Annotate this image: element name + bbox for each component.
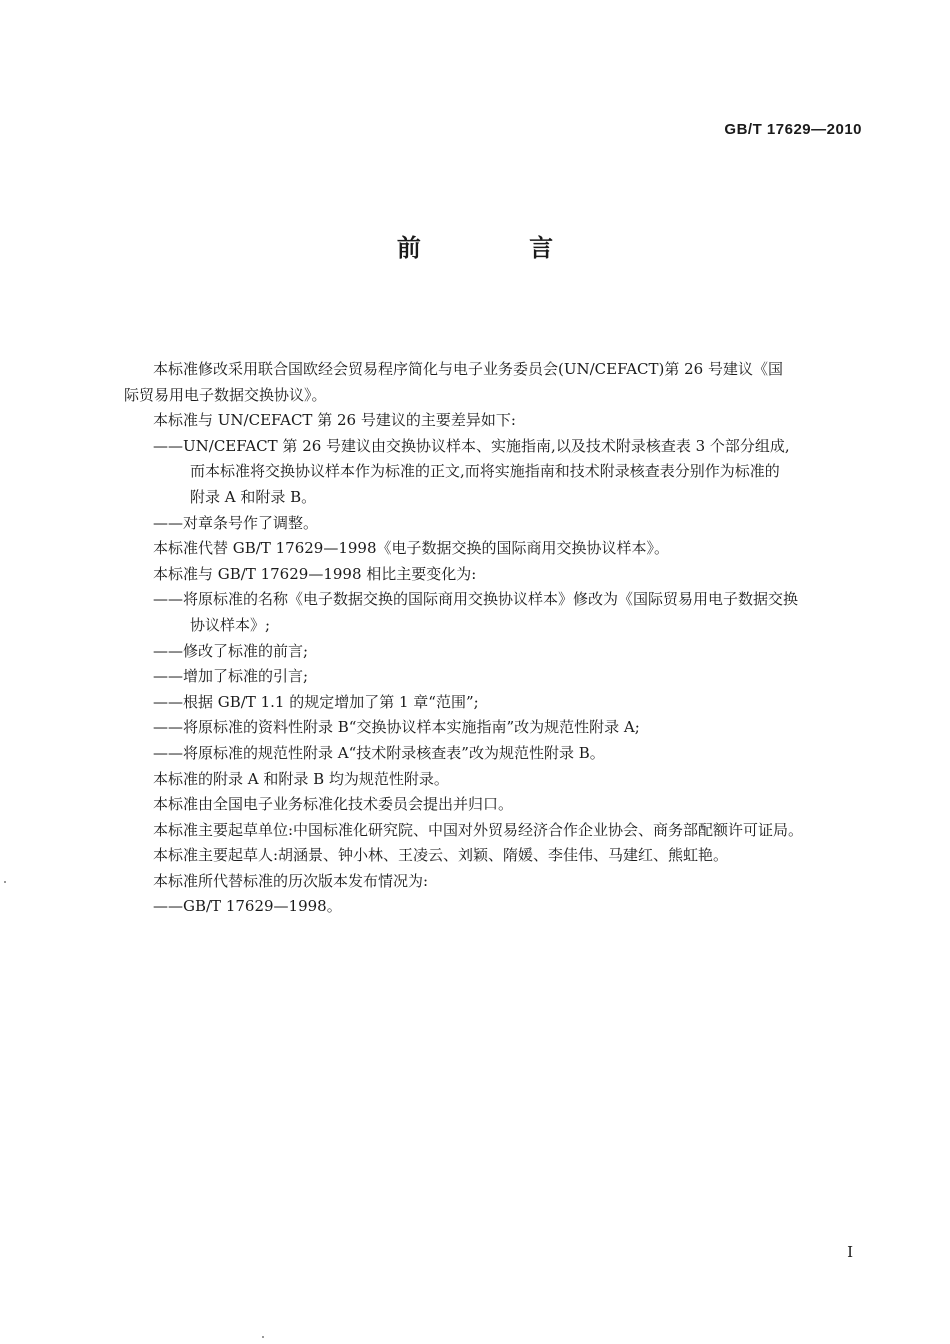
list-item-change-1-line2: 协议样本》; xyxy=(190,615,271,634)
paragraph-replaces: 本标准代替 GB/T 17629—1998《电子数据交换的国际商用交换协议样本》。 xyxy=(153,539,669,558)
list-item-change-3: ——增加了标准的引言; xyxy=(153,667,309,686)
paragraph-adoption-line2: 际贸易用电子数据交换协议》。 xyxy=(124,385,327,404)
paragraph-changes-intro: 本标准与 GB/T 17629—1998 相比主要变化为: xyxy=(153,564,477,583)
list-item-difference-1-line1: ——UN/CEFACT 第 26 号建议由交换协议样本、实施指南,以及技术附录核查表 3 个部分组成, xyxy=(153,436,790,455)
paragraph-drafters: 本标准主要起草人:胡涵景、钟小林、王凌云、刘颖、隋媛、李佳伟、马建红、熊虹艳。 xyxy=(153,846,729,865)
scan-speck xyxy=(262,1336,264,1338)
list-item-previous-edition: ——GB/T 17629—1998。 xyxy=(153,897,342,916)
page-number: I xyxy=(847,1243,853,1261)
paragraph-adoption-line1: 本标准修改采用联合国欧经会贸易程序简化与电子业务委员会(UN/CEFACT)第 26 号建议《国 xyxy=(153,360,783,378)
list-item-change-1-line1: ——将原标准的名称《电子数据交换的国际商用交换协议样本》修改为《国际贸易用电子数据交换 xyxy=(153,590,799,609)
scan-speck xyxy=(4,881,6,883)
list-item-change-2: ——修改了标准的前言; xyxy=(153,641,309,660)
document-body xyxy=(124,357,866,920)
paragraph-proposed-by: 本标准由全国电子业务标准化技术委员会提出并归口。 xyxy=(153,795,514,814)
list-item-change-6: ——将原标准的规范性附录 A“技术附录核查表”改为规范性附录 B。 xyxy=(153,743,605,762)
list-item-difference-1-line3: 附录 A 和附录 B。 xyxy=(190,487,317,506)
paragraph-drafting-units: 本标准主要起草单位:中国标准化研究院、中国对外贸易经济合作企业协会、商务部配额许可证局。 xyxy=(153,820,804,839)
list-item-change-5: ——将原标准的资料性附录 B“交换协议样本实施指南”改为规范性附录 A; xyxy=(153,718,640,737)
list-item-difference-1-line2: 而本标准将交换协议样本作为标准的正文,而将实施指南和技术附录核查表分别作为标准的 xyxy=(190,462,780,481)
paragraph-differences-intro: 本标准与 UN/CEFACT 第 26 号建议的主要差异如下: xyxy=(153,411,516,430)
paragraph-annexes: 本标准的附录 A 和附录 B 均为规范性附录。 xyxy=(153,769,449,788)
page-title: 前 言 xyxy=(396,234,604,262)
paragraph-previous-editions: 本标准所代替标准的历次版本发布情况为: xyxy=(153,871,429,890)
standard-code: GB/T 17629—2010 xyxy=(724,121,862,138)
list-item-difference-2: ——对章条号作了调整。 xyxy=(153,513,319,532)
list-item-change-4: ——根据 GB/T 1.1 的规定增加了第 1 章“范围”; xyxy=(153,692,479,711)
